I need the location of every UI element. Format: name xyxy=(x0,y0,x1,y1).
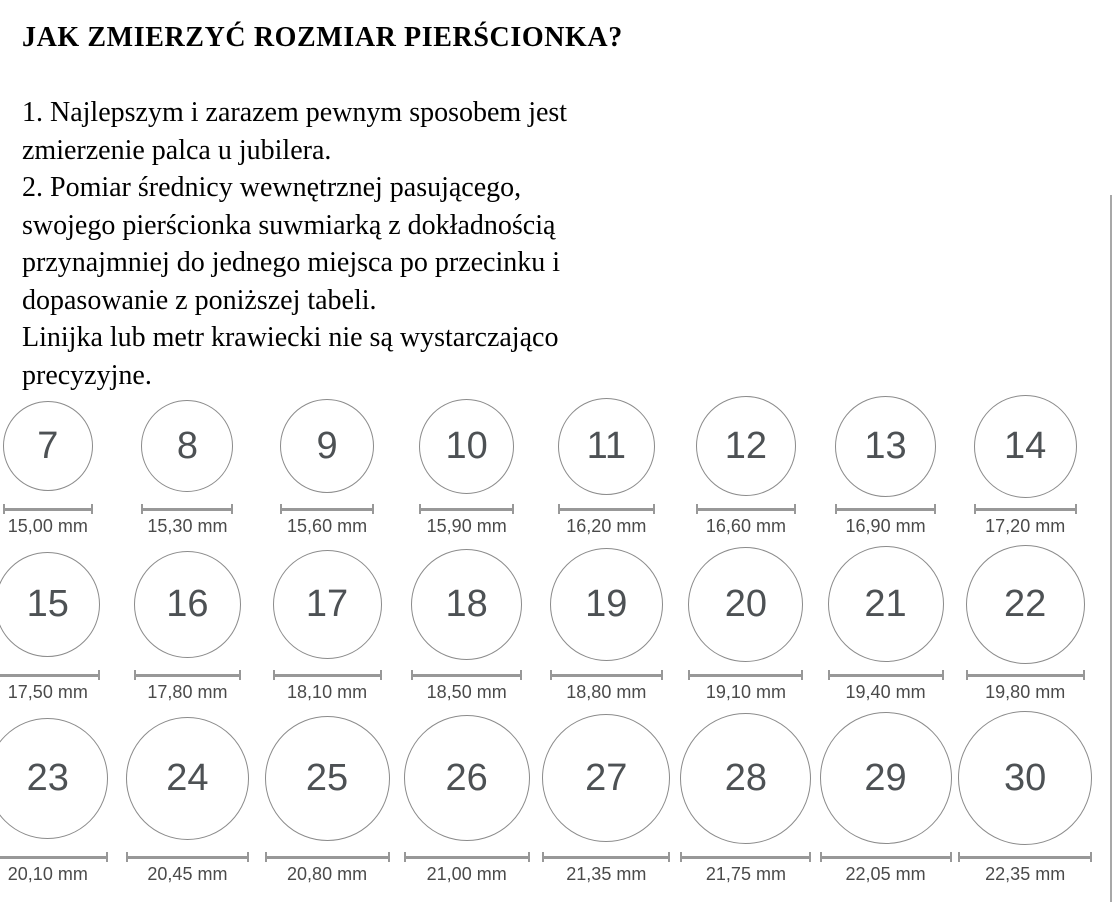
dimension-tick-right xyxy=(388,852,390,862)
diameter-label: 15,00 mm xyxy=(7,516,88,536)
ring-size-number: 14 xyxy=(1004,425,1047,467)
ring-size-row xyxy=(0,544,1095,703)
diameter-label: 16,60 mm xyxy=(705,516,786,536)
dimension-tick-right xyxy=(801,670,803,680)
dimension-bar xyxy=(682,856,809,859)
ring-circle-zone xyxy=(558,394,655,498)
ring-circle xyxy=(542,714,670,842)
dimension-tick-right xyxy=(942,670,944,680)
ring-circle xyxy=(958,711,1092,845)
ring-circle xyxy=(835,396,936,497)
ring-circle xyxy=(974,395,1077,498)
ring-size-cell xyxy=(550,544,663,703)
dimension-tick-right xyxy=(934,504,936,514)
dimension-tick-right xyxy=(1075,504,1077,514)
diameter-dimension-line xyxy=(411,670,522,680)
ring-circle xyxy=(820,712,952,844)
ring-circle-zone xyxy=(3,394,93,498)
right-edge-divider xyxy=(1110,195,1112,902)
ring-size-number: 18 xyxy=(445,583,488,625)
ring-size-number: 12 xyxy=(724,425,768,467)
ring-size-number: 22 xyxy=(1004,583,1047,625)
ring-size-cell xyxy=(134,544,241,703)
ring-size-cell xyxy=(696,394,796,537)
dimension-tick-right xyxy=(247,852,249,862)
ring-circle xyxy=(680,713,811,844)
diameter-label: 20,10 mm xyxy=(7,864,88,884)
ring-circle xyxy=(828,546,944,662)
diameter-dimension-line xyxy=(696,504,796,514)
diameter-dimension-line xyxy=(558,504,655,514)
diameter-label: 22,05 mm xyxy=(845,864,926,884)
ring-circle-zone xyxy=(141,394,233,498)
diameter-label: 17,80 mm xyxy=(147,682,228,702)
diameter-dimension-line xyxy=(273,670,382,680)
diameter-dimension-line xyxy=(126,852,249,862)
ring-circle xyxy=(265,716,390,841)
dimension-tick-right xyxy=(91,504,93,514)
diameter-label: 18,10 mm xyxy=(287,682,368,702)
ring-circle xyxy=(404,715,530,841)
ring-circle-zone xyxy=(273,544,382,664)
dimension-bar xyxy=(275,674,380,677)
ring-size-cell xyxy=(820,710,952,885)
ring-size-number: 8 xyxy=(176,425,198,467)
ring-circle-zone xyxy=(680,710,811,846)
dimension-tick-right xyxy=(1090,852,1092,862)
ring-size-cell xyxy=(265,710,390,885)
diameter-dimension-line xyxy=(0,852,108,862)
ring-circle xyxy=(134,551,241,658)
diameter-dimension-line xyxy=(419,504,514,514)
diameter-dimension-line xyxy=(680,852,811,862)
ring-size-cell xyxy=(966,544,1085,703)
ring-size-cell xyxy=(542,710,670,885)
dimension-tick-right xyxy=(668,852,670,862)
diameter-dimension-line xyxy=(974,504,1077,514)
ring-circle-zone xyxy=(280,394,374,498)
dimension-bar xyxy=(552,674,661,677)
diameter-dimension-line xyxy=(828,670,944,680)
diameter-dimension-line xyxy=(688,670,803,680)
ring-size-cell xyxy=(3,394,93,537)
diameter-label: 17,50 mm xyxy=(7,682,88,702)
dimension-tick-right xyxy=(950,852,952,862)
ring-size-cell xyxy=(680,710,811,885)
ring-size-cell xyxy=(0,544,100,703)
ring-circle-zone xyxy=(550,544,663,664)
ring-size-cell xyxy=(419,394,514,537)
dimension-bar xyxy=(968,674,1083,677)
ring-size-cell xyxy=(411,544,522,703)
diameter-label: 18,50 mm xyxy=(426,682,507,702)
diameter-label: 15,90 mm xyxy=(426,516,507,536)
dimension-bar xyxy=(413,674,520,677)
diameter-label: 21,35 mm xyxy=(566,864,647,884)
dimension-bar xyxy=(837,508,934,511)
ring-circle-zone xyxy=(419,394,514,498)
ring-size-number: 20 xyxy=(724,583,768,625)
ring-size-cell xyxy=(126,710,249,885)
ring-circle-zone xyxy=(411,544,522,664)
ring-size-number: 26 xyxy=(445,757,488,799)
dimension-bar xyxy=(282,508,372,511)
ring-circle xyxy=(141,400,233,492)
ring-size-row xyxy=(0,394,1095,537)
ring-size-number: 10 xyxy=(445,425,488,467)
ring-circle-zone xyxy=(696,394,796,498)
dimension-bar xyxy=(822,856,950,859)
diameter-label: 22,35 mm xyxy=(985,864,1066,884)
dimension-tick-right xyxy=(809,852,811,862)
ring-size-cell xyxy=(835,394,936,537)
ring-size-cell xyxy=(974,394,1077,537)
ring-circle-zone xyxy=(265,710,390,846)
ring-circle-zone xyxy=(542,710,670,846)
dimension-bar xyxy=(0,856,106,859)
intro-line: 1. Najlepszym i zarazem pewnym sposobem jest xyxy=(22,97,568,128)
dimension-bar xyxy=(976,508,1075,511)
ring-circle xyxy=(696,396,796,496)
ring-size-cell xyxy=(404,710,530,885)
dimension-bar xyxy=(0,674,98,677)
ring-size-cell xyxy=(558,394,655,537)
ring-size-cell xyxy=(0,710,108,885)
dimension-bar xyxy=(128,856,247,859)
ring-circle-zone xyxy=(0,544,100,664)
dimension-bar xyxy=(143,508,231,511)
dimension-bar xyxy=(421,508,512,511)
diameter-dimension-line xyxy=(134,670,241,680)
ring-circle xyxy=(0,552,100,657)
diameter-label: 17,20 mm xyxy=(985,516,1066,536)
diameter-dimension-line xyxy=(835,504,936,514)
diameter-dimension-line xyxy=(265,852,390,862)
ring-size-cell xyxy=(141,394,233,537)
diameter-dimension-line xyxy=(141,504,233,514)
intro-line: przynajmniej do jednego miejsca po przecinku i xyxy=(22,247,561,278)
ring-size-cell xyxy=(828,544,944,703)
diameter-label: 18,80 mm xyxy=(566,682,647,702)
diameter-label: 16,20 mm xyxy=(566,516,647,536)
intro-line: zmierzenie palca u jubilera. xyxy=(22,134,332,166)
ring-circle-zone xyxy=(966,544,1085,664)
ring-size-number: 19 xyxy=(585,583,628,625)
ring-circle xyxy=(966,545,1085,664)
ring-size-number: 23 xyxy=(26,757,69,799)
ring-size-number: 13 xyxy=(864,425,907,467)
ring-circle xyxy=(0,718,108,839)
diameter-label: 20,80 mm xyxy=(287,864,368,884)
ring-size-number: 15 xyxy=(26,583,69,625)
dimension-tick-right xyxy=(106,852,108,862)
ring-circle xyxy=(3,401,93,491)
ring-size-number: 27 xyxy=(585,757,628,799)
diameter-label: 16,90 mm xyxy=(845,516,926,536)
ring-circle-zone xyxy=(134,544,241,664)
dimension-bar xyxy=(5,508,91,511)
diameter-dimension-line xyxy=(280,504,374,514)
ring-circle-zone xyxy=(126,710,249,846)
diameter-label: 19,10 mm xyxy=(705,682,786,702)
ring-size-cell xyxy=(273,544,382,703)
ring-size-number: 21 xyxy=(864,583,907,625)
intro-text xyxy=(22,94,567,394)
dimension-tick-right xyxy=(372,504,374,514)
ring-size-cell xyxy=(958,710,1092,885)
dimension-bar xyxy=(406,856,528,859)
ring-size-number: 17 xyxy=(305,583,349,625)
dimension-bar xyxy=(690,674,801,677)
diameter-dimension-line xyxy=(550,670,663,680)
dimension-tick-right xyxy=(380,670,382,680)
ring-circle-zone xyxy=(828,544,944,664)
ring-circle xyxy=(558,398,655,495)
diameter-dimension-line xyxy=(404,852,530,862)
dimension-tick-right xyxy=(661,670,663,680)
dimension-tick-right xyxy=(520,670,522,680)
dimension-bar xyxy=(560,508,653,511)
diameter-dimension-line xyxy=(966,670,1085,680)
ring-size-number: 25 xyxy=(305,757,349,799)
ring-circle xyxy=(550,548,663,661)
ring-size-table xyxy=(0,394,1095,885)
dimension-tick-right xyxy=(1083,670,1085,680)
ring-size-number: 30 xyxy=(1004,757,1047,799)
ring-circle xyxy=(419,399,514,494)
diameter-label: 15,60 mm xyxy=(287,516,368,536)
ring-circle-zone xyxy=(0,710,108,846)
ring-circle-zone xyxy=(688,544,803,664)
intro-line: dopasowanie z poniższej tabeli. xyxy=(22,284,377,316)
diameter-label: 21,75 mm xyxy=(705,864,786,884)
dimension-tick-right xyxy=(512,504,514,514)
intro-line: 2. Pomiar średnicy wewnętrznej pasującego, xyxy=(22,172,522,203)
dimension-tick-right xyxy=(794,504,796,514)
ring-size-number: 16 xyxy=(166,583,209,625)
intro-line: swojego pierścionka suwmiarką z dokładnością xyxy=(22,209,556,241)
dimension-bar xyxy=(136,674,239,677)
dimension-tick-right xyxy=(653,504,655,514)
dimension-bar xyxy=(960,856,1090,859)
diameter-label: 20,45 mm xyxy=(147,864,228,884)
diameter-dimension-line xyxy=(820,852,952,862)
dimension-bar xyxy=(698,508,794,511)
diameter-label: 15,30 mm xyxy=(147,516,228,536)
ring-circle-zone xyxy=(820,710,952,846)
dimension-tick-right xyxy=(528,852,530,862)
ring-circle-zone xyxy=(974,394,1077,498)
dimension-tick-right xyxy=(231,504,233,514)
diameter-label: 19,80 mm xyxy=(985,682,1066,702)
diameter-dimension-line xyxy=(542,852,670,862)
ring-circle xyxy=(280,399,374,493)
ring-size-row xyxy=(0,710,1095,885)
intro-line: precyzyjne. xyxy=(22,359,152,391)
ring-circle xyxy=(273,550,382,659)
ring-size-number: 7 xyxy=(37,425,59,467)
diameter-dimension-line xyxy=(0,670,100,680)
dimension-bar xyxy=(544,856,668,859)
ring-size-cell xyxy=(280,394,374,537)
ring-size-number: 9 xyxy=(316,425,338,467)
dimension-tick-right xyxy=(239,670,241,680)
diameter-label: 21,00 mm xyxy=(426,864,507,884)
diameter-label: 19,40 mm xyxy=(845,682,926,702)
ring-circle-zone xyxy=(835,394,936,498)
dimension-tick-right xyxy=(98,670,100,680)
page-title: JAK ZMIERZYĆ ROZMIAR PIERŚCIONKA? xyxy=(22,22,623,53)
ring-size-number: 29 xyxy=(864,757,907,799)
intro-line: Linijka lub metr krawiecki nie są wystarczająco xyxy=(22,322,559,353)
ring-size-number: 11 xyxy=(586,425,627,467)
ring-circle-zone xyxy=(404,710,530,846)
ring-circle xyxy=(411,549,522,660)
diameter-dimension-line xyxy=(3,504,93,514)
ring-size-number: 28 xyxy=(724,757,768,799)
ring-circle-zone xyxy=(958,710,1092,846)
dimension-bar xyxy=(267,856,388,859)
ring-circle xyxy=(126,717,249,840)
dimension-bar xyxy=(830,674,942,677)
diameter-dimension-line xyxy=(958,852,1092,862)
ring-size-cell xyxy=(688,544,803,703)
ring-circle xyxy=(688,547,803,662)
ring-size-number: 24 xyxy=(166,757,209,799)
